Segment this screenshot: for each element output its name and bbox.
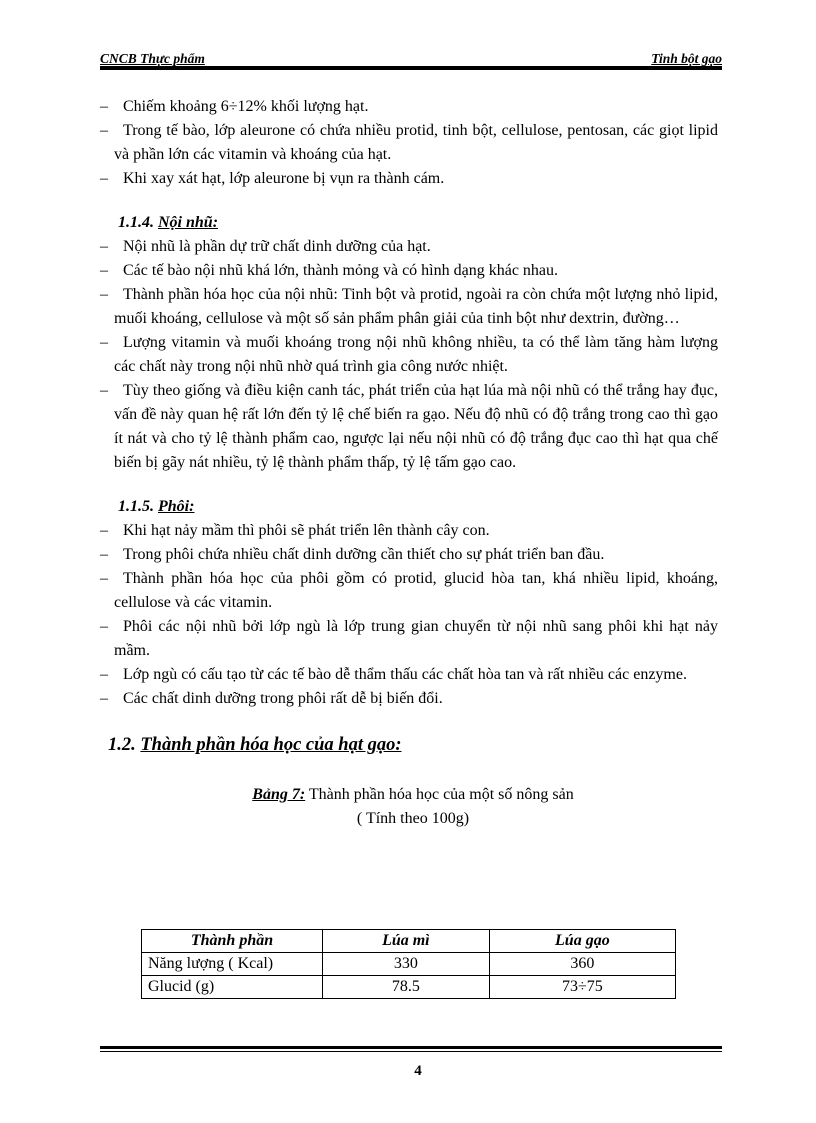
list-item: [100, 259, 718, 283]
list-item-text: Lớp ngù có cấu tạo từ các tế bào dễ thẩm thấu các chất hòa tan và rất nhiều các enzyme.: [123, 666, 687, 683]
table-caption-text: Thành phần hóa học của một số nông sản: [305, 786, 574, 803]
dash-bullet: –: [100, 690, 108, 707]
dash-bullet: –: [100, 618, 108, 635]
header-rule: [100, 66, 722, 70]
section-heading-1-2: [108, 733, 718, 757]
table-caption-sub: ( Tính theo 100g): [356, 810, 470, 827]
section-1-1-4-list: [100, 235, 718, 475]
list-item-text: Nội nhũ là phần dự trữ chất dinh dưỡng của hạt.: [123, 238, 431, 255]
dash-bullet: –: [100, 262, 108, 279]
dash-bullet: –: [100, 666, 108, 683]
table-header-cell: Lúa gạo: [489, 930, 675, 953]
list-item: [100, 543, 718, 567]
dash-bullet: –: [100, 170, 108, 187]
list-item: [100, 235, 718, 259]
list-item-text: Khi xay xát hạt, lớp aleurone bị vụn ra thành cám.: [123, 170, 445, 187]
table-cell: Năng lượng ( Kcal): [142, 953, 323, 976]
nutrition-table: [141, 929, 676, 999]
footer-rule-thick: [100, 1046, 722, 1049]
table-header-cell: Thành phần: [142, 930, 323, 953]
section-title: Thành phần hóa học của hạt gạo:: [140, 735, 402, 755]
list-item: [100, 379, 718, 475]
list-item-text: Thành phần hóa học của phôi gồm có protid, glucid hòa tan, khá nhiều lipid, khoáng, cellulose và các vitamin.: [114, 570, 718, 611]
dash-bullet: –: [100, 334, 108, 351]
list-item-text: Lượng vitamin và muối khoáng trong nội nhũ không nhiều, ta có thể làm tăng hàm lượng các chất này trong nội nhũ nhờ quá trình gia công nước nhiệt.: [114, 334, 718, 375]
list-item-text: Phôi các nội nhũ bởi lớp ngù là lớp trung gian chuyển từ nội nhũ sang phôi khi hạt nảy mầm.: [114, 618, 718, 659]
table-cell: 73÷75: [489, 976, 675, 999]
list-item: [100, 331, 718, 379]
table-cell: 330: [323, 953, 490, 976]
table-cell: 360: [489, 953, 675, 976]
dash-bullet: –: [100, 286, 108, 303]
table-cell: Glucid (g): [142, 976, 323, 999]
dash-bullet: –: [100, 238, 108, 255]
header-right-text: Tinh bột gạo: [651, 51, 722, 66]
section-title: Phôi:: [158, 498, 195, 515]
list-item: [100, 95, 718, 119]
list-item: [100, 663, 718, 687]
list-item-text: Trong tế bào, lớp aleurone có chứa nhiều protid, tinh bột, cellulose, pentosan, các giọt lipid và phần lớn các vitamin và khoáng của hạt.: [114, 122, 718, 163]
section-number: 1.1.5.: [118, 498, 154, 515]
dash-bullet: –: [100, 546, 108, 563]
list-item: [100, 283, 718, 331]
page-body: [100, 95, 718, 831]
dash-bullet: –: [100, 122, 108, 139]
section-number: 1.1.4.: [118, 214, 154, 231]
section-heading-1-1-5: [118, 495, 718, 519]
dash-bullet: –: [100, 98, 108, 115]
section-heading-1-1-4: [118, 211, 718, 235]
table-row: [142, 953, 676, 976]
page-number: 4: [414, 1063, 422, 1079]
dash-bullet: –: [100, 522, 108, 539]
list-item: [100, 519, 718, 543]
table-header-cell: Lúa mì: [323, 930, 490, 953]
dash-bullet: –: [100, 570, 108, 587]
section-title: Nội nhũ:: [158, 214, 219, 231]
header-left-text: CNCB Thực phẩm: [100, 51, 205, 66]
list-item-text: Các tế bào nội nhũ khá lớn, thành mỏng và có hình dạng khác nhau.: [123, 262, 559, 279]
list-item-text: Chiếm khoảng 6÷12% khối lượng hạt.: [123, 98, 369, 115]
section-1-1-5-list: [100, 519, 718, 711]
list-item: [100, 687, 718, 711]
table-caption: [114, 783, 718, 807]
table-cell: 78.5: [323, 976, 490, 999]
table-caption-label: Bảng 7:: [252, 786, 306, 803]
list-item: [100, 615, 718, 663]
list-item-text: Các chất dinh dưỡng trong phôi rất dễ bị biến đổi.: [123, 690, 443, 707]
dash-bullet: –: [100, 382, 108, 399]
list-item: [100, 119, 718, 167]
table-header-row: [142, 930, 676, 953]
list-item-text: Khi hạt nảy mầm thì phôi sẽ phát triển lên thành cây con.: [123, 522, 490, 539]
footer-rule-thin: [100, 1051, 722, 1052]
intro-list: [100, 95, 718, 191]
list-item: [100, 567, 718, 615]
list-item-text: Trong phôi chứa nhiều chất dinh dưỡng cần thiết cho sự phát triển ban đầu.: [123, 546, 605, 563]
list-item-text: Tùy theo giống và điều kiện canh tác, phát triển của hạt lúa mà nội nhũ có thể trắng hay đục, vấn đề này quan hệ rất lớn đến tỷ lệ chế biến ra gạo. Nếu độ nhũ có độ trắng trong cao thì gạo ít nát và cho tỷ lệ thành phẩm cao, ngược lại nếu nội nhũ có độ trắng đục cao thì hạt qua chế biến bị gãy nát nhiều, tỷ lệ thành phẩm thấp, tỷ lệ tấm gạo cao.: [114, 382, 718, 471]
section-number: 1.2.: [108, 735, 136, 755]
list-item-text: Thành phần hóa học của nội nhũ: Tinh bột và protid, ngoài ra còn chứa một lượng nhỏ lipid, muối khoáng, cellulose và một số sản phẩm phân giải của tinh bột như dextrin, đường…: [114, 286, 718, 327]
list-item: [100, 167, 718, 191]
table-row: [142, 976, 676, 999]
